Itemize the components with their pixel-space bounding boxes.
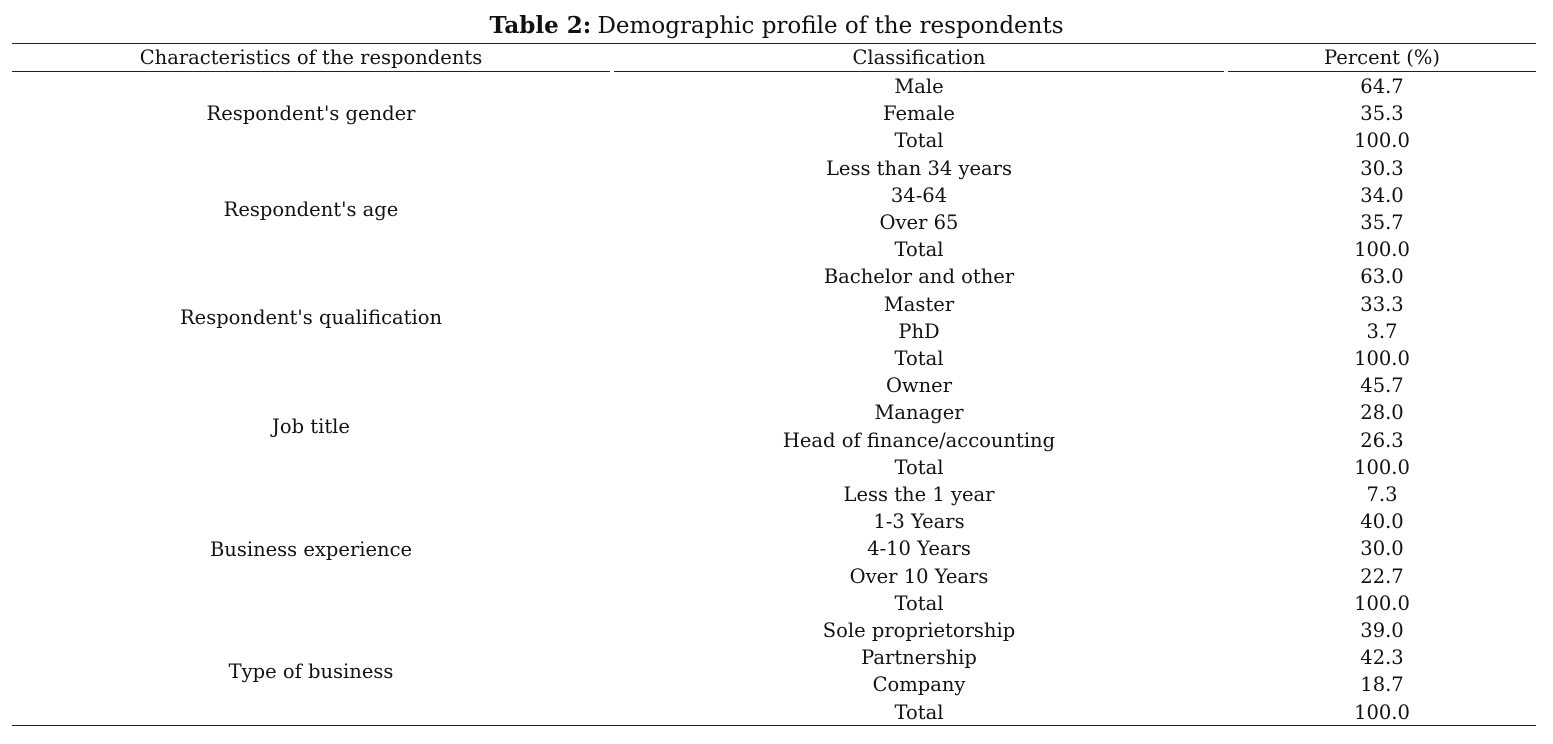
percent-cell: 39.0 (1360, 619, 1404, 642)
classification-cell: 4-10 Years (867, 537, 971, 561)
characteristic-cell: Job title (272, 415, 350, 439)
classification-cell: Less than 34 years (825, 156, 1012, 180)
header-rule-classification (614, 71, 1224, 72)
percent-cell: 42.3 (1360, 646, 1404, 670)
table-caption-label: Table 2: (489, 12, 592, 39)
header-percent: Percent (%) (1324, 46, 1440, 69)
percent-cell: 100.0 (1354, 347, 1410, 370)
classification-cell: Partnership (861, 646, 977, 670)
percent-cell: 100.0 (1354, 591, 1410, 615)
classification-cell: Total (894, 238, 944, 262)
characteristic-cell: Respondent's age (223, 197, 399, 221)
percent-cell: 45.7 (1360, 374, 1404, 398)
percent-cell: 63.0 (1360, 265, 1404, 289)
classification-cell: Total (894, 700, 944, 724)
classification-cell: Over 10 Years (849, 564, 989, 588)
percent-cell: 100.0 (1354, 455, 1410, 479)
header-rule-characteristics (12, 71, 610, 72)
characteristic-cell: Business experience (209, 537, 413, 561)
classification-cell: Total (894, 591, 944, 615)
classification-cell: Total (894, 129, 944, 153)
table-caption-text: Demographic profile of the respondents (597, 13, 1064, 39)
classification-cell: Bachelor and other (823, 265, 1015, 289)
percent-cell: 35.3 (1360, 102, 1404, 126)
percent-cell: 7.3 (1366, 483, 1398, 506)
classification-cell: Over 65 (879, 211, 959, 234)
header-classification: Classification (852, 46, 986, 69)
classification-cell: Master (883, 292, 955, 316)
percent-cell: 26.3 (1360, 428, 1404, 452)
classification-cell: Head of finance/accounting (782, 428, 1056, 452)
percent-cell: 3.7 (1366, 319, 1398, 343)
characteristic-cell: Type of business (228, 659, 394, 683)
classification-cell: 34-64 (890, 183, 948, 207)
percent-cell: 34.0 (1360, 183, 1404, 207)
classification-cell: 1-3 Years (873, 510, 965, 534)
classification-cell: Less the 1 year (843, 483, 995, 506)
percent-cell: 100.0 (1354, 700, 1410, 724)
classification-cell: Manager (874, 401, 964, 425)
percent-cell: 30.0 (1360, 537, 1404, 561)
classification-cell: Sole proprietorship (822, 619, 1016, 642)
percent-cell: 35.7 (1360, 211, 1404, 234)
characteristic-cell: Respondent's gender (206, 102, 416, 126)
percent-cell: 40.0 (1360, 510, 1404, 534)
percent-cell: 64.7 (1360, 75, 1404, 98)
percent-cell: 30.3 (1360, 156, 1404, 180)
header-characteristics: Characteristics of the respondents (139, 46, 483, 69)
percent-cell: 33.3 (1360, 292, 1404, 316)
classification-cell: Total (894, 347, 944, 370)
percent-cell: 18.7 (1360, 673, 1404, 697)
classification-cell: Owner (885, 374, 953, 398)
classification-cell: Female (883, 102, 955, 126)
classification-cell: PhD (898, 319, 940, 343)
percent-cell: 100.0 (1354, 129, 1410, 153)
percent-cell: 100.0 (1354, 238, 1410, 262)
header-rule-percent (1228, 71, 1536, 72)
classification-cell: Company (872, 673, 966, 697)
percent-cell: 22.7 (1360, 564, 1404, 588)
classification-cell: Total (894, 455, 944, 479)
table-caption (0, 10, 1553, 42)
characteristic-cell: Respondent's qualification (179, 306, 443, 330)
percent-cell: 28.0 (1360, 401, 1404, 425)
table-bottom-rule (12, 725, 1536, 726)
classification-cell: Male (894, 75, 944, 98)
